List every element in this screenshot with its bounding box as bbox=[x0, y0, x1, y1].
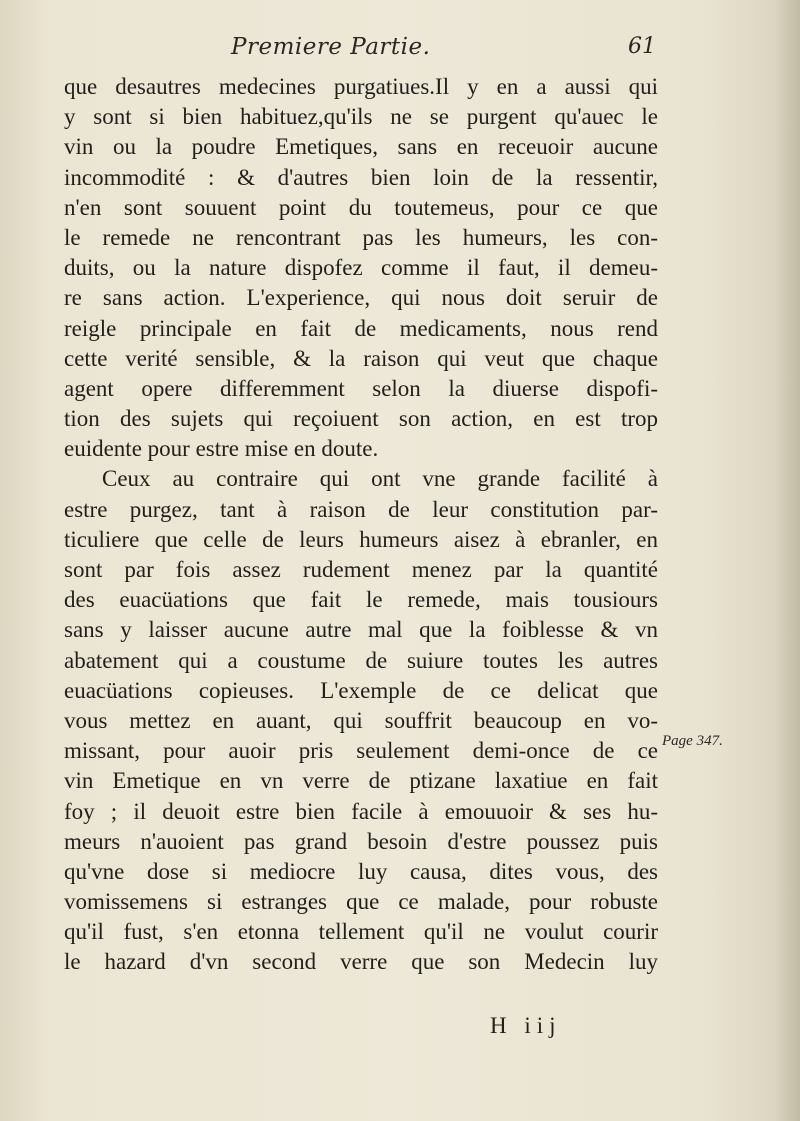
text-line: y sont si bien habituez,qu'ils ne se purgent qu'auec le bbox=[64, 104, 658, 130]
text-line: n'en sont souuent point du toutemeus, pour ce que bbox=[64, 194, 658, 220]
text-line: re sans action. L'experience, qui nous doit seruir de bbox=[64, 285, 658, 311]
text-line: sont par fois assez rudement menez par la quantité bbox=[64, 557, 658, 582]
text-line: qu'il fust, s'en etonna tellement qu'il ne voulut courir bbox=[64, 919, 658, 945]
body-text bbox=[64, 72, 658, 978]
page-number: 61 bbox=[628, 34, 656, 59]
margin-note: Page 347. bbox=[662, 733, 723, 749]
text-line: vous mettez en auant, qui souffrit beaucoup en vo- bbox=[64, 707, 658, 733]
text-line: meurs n'auoient pas grand besoin d'estre poussez puis bbox=[64, 828, 658, 854]
text-line: reigle principale en fait de medicaments, nous rend bbox=[64, 315, 658, 341]
text-line: le hazard d'vn second verre que son Medecin luy bbox=[64, 949, 658, 975]
text-line: sans y laisser aucune autre mal que la foiblesse & vn bbox=[64, 617, 658, 643]
text-line: estre purgez, tant à raison de leur constitution par- bbox=[64, 496, 658, 522]
running-head bbox=[96, 30, 656, 70]
paragraph-start-line: Ceux au contraire qui ont vne grande facilité à bbox=[102, 466, 658, 492]
text-line: agent opere differemment selon la diuerse dispofi- bbox=[64, 375, 658, 401]
text-line: des euacüations que fait le remede, mais tousiours bbox=[64, 587, 658, 613]
text-line: cette verité sensible, & la raison qui veut que chaque bbox=[64, 345, 658, 371]
signature-mark: H iij bbox=[490, 1013, 562, 1038]
paragraph-end-line: euidente pour estre mise en doute. bbox=[64, 436, 379, 462]
text-line: euacüations copieuses. L'exemple de ce delicat que bbox=[64, 677, 658, 703]
running-title: Premiere Partie. bbox=[231, 34, 431, 60]
text-line: vomissemens si estranges que ce malade, pour robuste bbox=[64, 889, 658, 915]
text-line: missant, pour auoir pris seulement demi-once de ce bbox=[64, 738, 658, 764]
text-line: que desautres medecines purgatiues.Il y en a aussi qui bbox=[64, 74, 658, 99]
text-line: le remede ne rencontrant pas les humeurs, les con- bbox=[64, 224, 658, 250]
text-line: tion des sujets qui reçoiuent son action, en est trop bbox=[64, 406, 658, 432]
text-line: qu'vne dose si mediocre luy causa, dites vous, des bbox=[64, 858, 658, 884]
text-line: duits, ou la nature dispofez comme il faut, il demeu- bbox=[64, 255, 658, 281]
text-line: incommodité : & d'autres bien loin de la ressentir, bbox=[64, 164, 658, 190]
text-line: foy ; il deuoit estre bien facile à emouuoir & ses hu- bbox=[64, 798, 658, 824]
text-line: vin ou la poudre Emetiques, sans en receuoir aucune bbox=[64, 134, 658, 160]
text-line: abatement qui a coustume de suiure toutes les autres bbox=[64, 647, 658, 673]
text-line: vin Emetique en vn verre de ptizane laxatiue en fait bbox=[64, 768, 658, 794]
text-line: ticuliere que celle de leurs humeurs aisez à ebranler, en bbox=[64, 526, 658, 552]
